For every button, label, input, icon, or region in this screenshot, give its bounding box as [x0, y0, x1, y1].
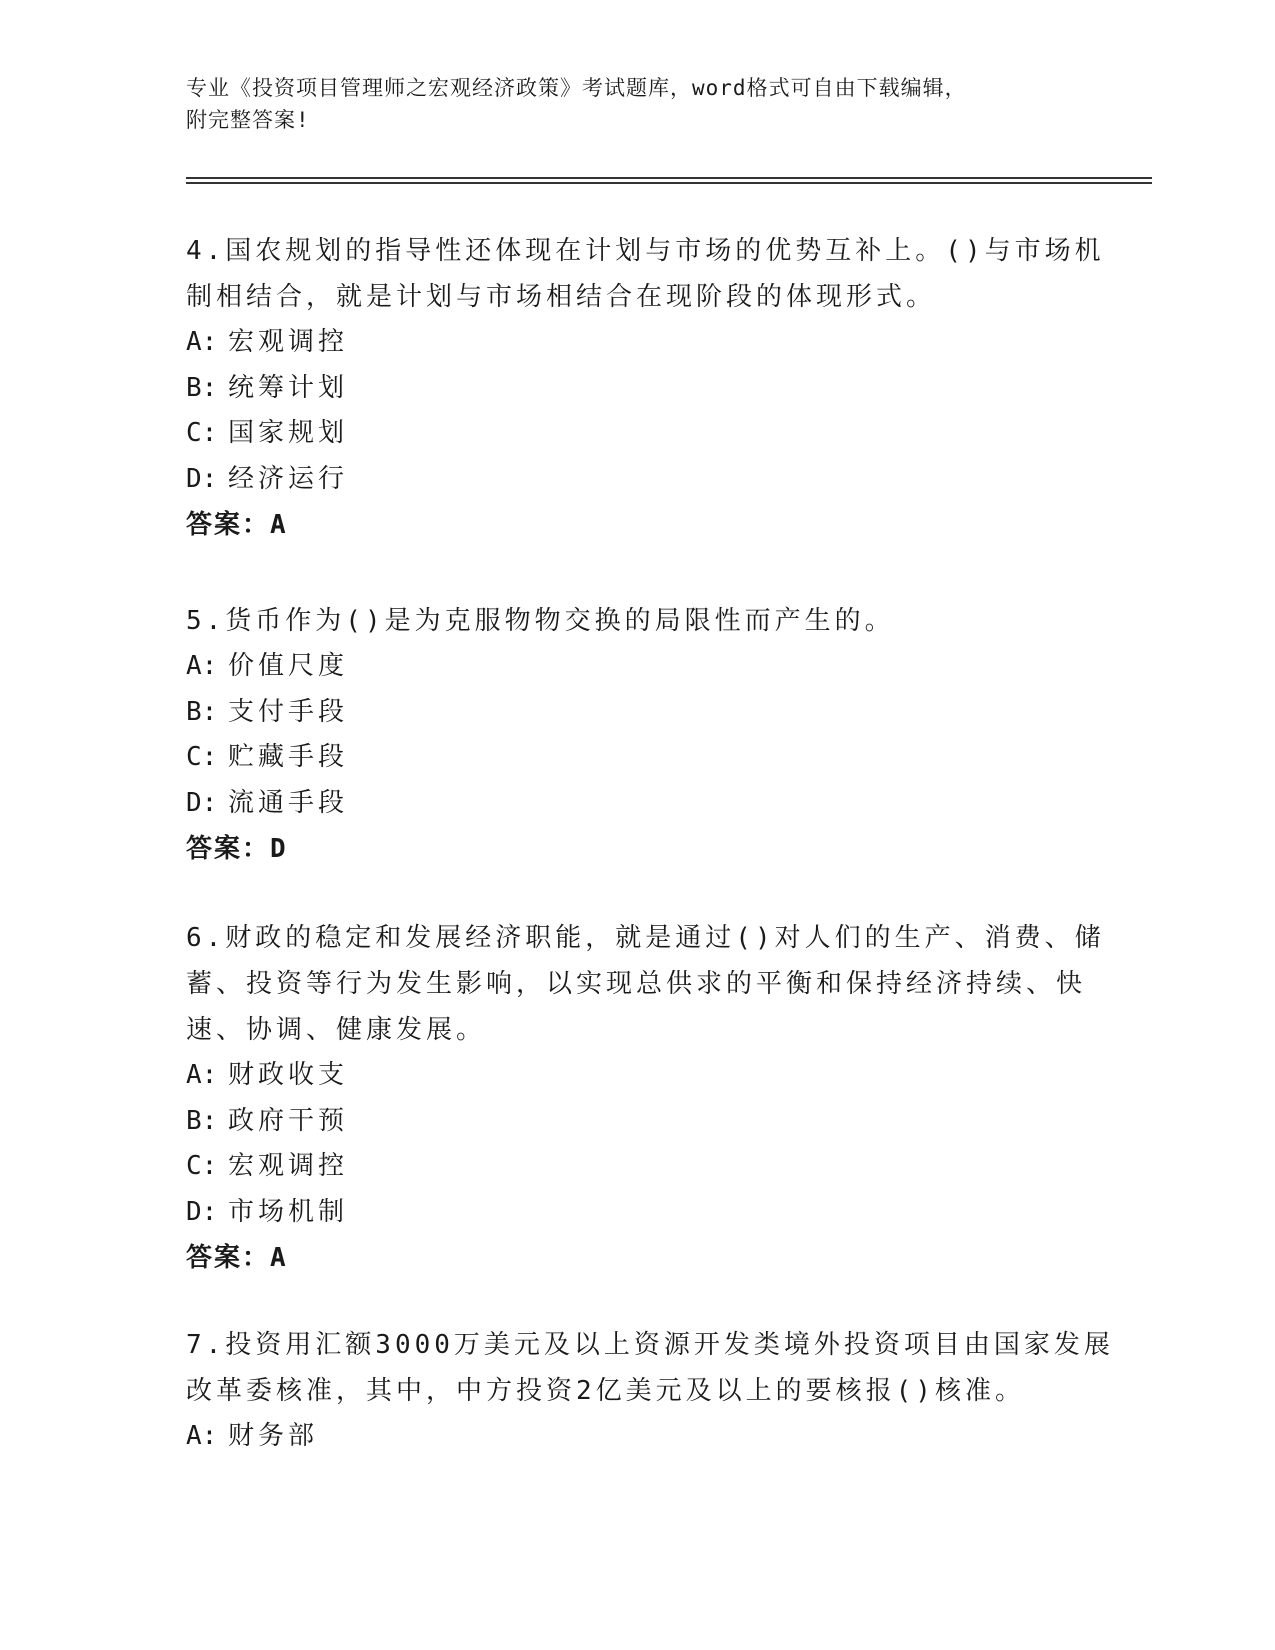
option-text: 财务部: [228, 1421, 319, 1451]
document-header: [186, 72, 1086, 136]
option-text: 经济运行: [228, 463, 349, 494]
option-text: 市场机制: [228, 1196, 349, 1227]
option-key: B:: [186, 696, 218, 727]
question-4: [186, 228, 1105, 548]
option-b: [186, 366, 1086, 412]
option-key: C:: [186, 418, 218, 448]
answer-label: 答案：A: [186, 1243, 288, 1273]
question-text-line: 改革委核准，其中，中方投资2亿美元及以上的要核报()核准。: [186, 1376, 1025, 1406]
option-key: D:: [186, 787, 218, 818]
option-text: 流通手段: [228, 787, 349, 818]
header-divider-top: [186, 177, 1152, 179]
option-text: 贮藏手段: [228, 742, 349, 772]
question-text-line: 5.货币作为()是为克服物物交换的局限性而产生的。: [186, 606, 895, 636]
option-text: 价值尺度: [228, 651, 349, 681]
option-a: [186, 644, 1086, 690]
option-a: [186, 320, 1086, 366]
option-key: A:: [186, 1060, 218, 1090]
header-line-2: 附完整答案!: [186, 108, 310, 132]
question-text-line: 蓄、投资等行为发生影响，以实现总供求的平衡和保持经济持续、快: [186, 969, 1087, 999]
question-5: [186, 598, 1086, 872]
option-key: D:: [186, 1196, 218, 1227]
option-b: [186, 1099, 1086, 1145]
question-6: [186, 915, 1105, 1281]
option-c: [186, 735, 1086, 781]
option-key: B:: [186, 372, 218, 403]
question-text-line: 4.国农规划的指导性还体现在计划与市场的优势互补上。()与市场机: [186, 236, 1105, 266]
option-text: 宏观调控: [228, 327, 349, 357]
option-key: D:: [186, 463, 218, 494]
option-a: [186, 1053, 1086, 1099]
option-text: 政府干预: [228, 1105, 349, 1136]
option-key: A:: [186, 327, 218, 357]
option-key: A:: [186, 1421, 218, 1451]
option-c: [186, 411, 1086, 457]
option-c: [186, 1144, 1086, 1190]
option-text: 财政收支: [228, 1060, 349, 1090]
option-b: [186, 690, 1086, 736]
option-a: [186, 1414, 1086, 1460]
option-text: 国家规划: [228, 418, 349, 448]
question-text-line: 速、协调、健康发展。: [186, 1015, 487, 1045]
option-d: [186, 1190, 1086, 1236]
question-7: [186, 1322, 1114, 1460]
question-text-line: 6.财政的稳定和发展经济职能，就是通过()对人们的生产、消费、储: [186, 923, 1105, 953]
option-key: C:: [186, 1151, 218, 1181]
header-line-1: 专业《投资项目管理师之宏观经济政策》考试题库，word格式可自由下载编辑，: [186, 76, 967, 100]
option-key: C:: [186, 742, 218, 772]
option-key: A:: [186, 651, 218, 681]
answer-label: 答案：A: [186, 510, 288, 540]
question-text-line: 7.投资用汇额3000万美元及以上资源开发类境外投资项目由国家发展: [186, 1330, 1114, 1360]
option-text: 统筹计划: [228, 372, 349, 403]
option-d: [186, 781, 1086, 827]
option-text: 支付手段: [228, 696, 349, 727]
option-d: [186, 457, 1086, 503]
header-divider-bottom: [186, 182, 1152, 184]
question-text-line: 制相结合，就是计划与市场相结合在现阶段的体现形式。: [186, 282, 937, 312]
option-key: B:: [186, 1105, 218, 1136]
answer-label: 答案：D: [186, 834, 288, 864]
option-text: 宏观调控: [228, 1151, 349, 1181]
